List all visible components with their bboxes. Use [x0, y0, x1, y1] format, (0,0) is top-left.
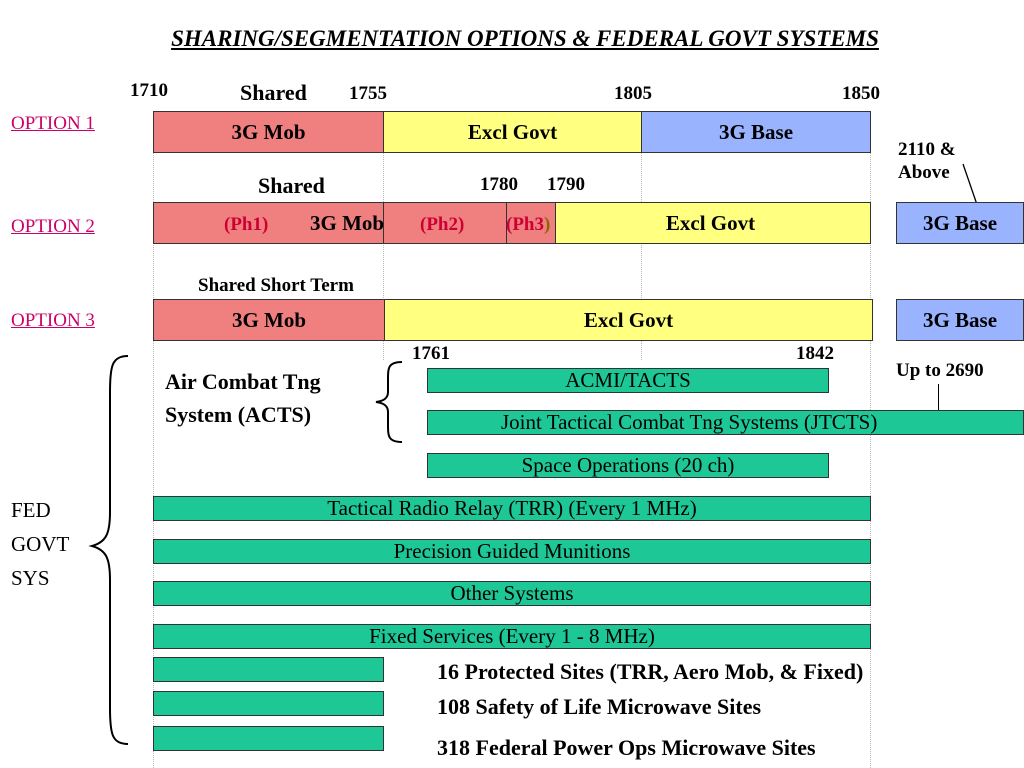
option-2-ph2: (Ph2): [420, 214, 465, 235]
option-2-3g-mob: 3G Mob: [310, 211, 385, 235]
site-label-protected: 16 Protected Sites (TRR, Aero Mob, & Fixed): [437, 659, 864, 684]
option-3-3g-mob: 3G Mob: [153, 299, 385, 341]
option-2-ph3-close: ): [544, 214, 551, 235]
safety-of-life-bar: [153, 691, 384, 716]
option-3-3g-base: 3G Base: [896, 299, 1024, 341]
up-to-2690-label: Up to 2690: [896, 360, 984, 381]
option-2-label: OPTION 2: [11, 216, 95, 237]
freq-1755: 1755: [349, 83, 387, 104]
fixed-services-bar: Fixed Services (Every 1 - 8 MHz): [153, 624, 871, 649]
protected-sites-bar: [153, 657, 384, 682]
option-2-excl-govt-label: Excl Govt: [665, 210, 756, 235]
freq-1761: 1761: [412, 343, 450, 364]
shared-short-term-label: Shared Short Term: [198, 275, 354, 296]
option-2-ph3-text: (Ph3: [506, 214, 544, 235]
fed-govt-brace: [88, 352, 138, 748]
freq-1710: 1710: [130, 80, 168, 101]
option-3-excl-govt: Excl Govt: [384, 299, 873, 341]
acmi-tacts-bar: ACMI/TACTS: [427, 368, 829, 393]
page-title: SHARING/SEGMENTATION OPTIONS & FEDERAL GOVT SYSTEMS: [171, 26, 879, 51]
site-label-safety: 108 Safety of Life Microwave Sites: [437, 694, 762, 719]
option-1-label: OPTION 1: [11, 113, 95, 134]
pgm-bar: Precision Guided Munitions: [153, 539, 871, 564]
option-1-excl-govt: Excl Govt: [383, 111, 642, 153]
option-3-label: OPTION 3: [11, 310, 95, 331]
power-ops-bar: [153, 726, 384, 751]
space-operations-bar: Space Operations (20 ch): [427, 453, 829, 478]
option-1-3g-mob: 3G Mob: [153, 111, 384, 153]
label-2110-above: 2110 & Above: [898, 139, 956, 183]
fed-label-1: FED: [11, 498, 51, 522]
option-2-ph1: (Ph1): [224, 214, 269, 235]
acts-label-line2: System (ACTS): [165, 402, 312, 427]
freq-1842: 1842: [796, 343, 834, 364]
option-2-ph3: [506, 214, 550, 236]
other-systems-bar: Other Systems: [153, 581, 871, 606]
fed-label-3: SYS: [11, 566, 50, 590]
option-2-excl-govt: [555, 202, 871, 244]
option-1-3g-base: 3G Base: [641, 111, 871, 153]
trr-bar: Tactical Radio Relay (TRR) (Every 1 MHz): [153, 496, 871, 521]
freq-1790: 1790: [547, 174, 585, 195]
freq-1780: 1780: [480, 174, 518, 195]
shared-label-2: Shared: [258, 173, 325, 198]
option-2-3g-base: 3G Base: [896, 202, 1024, 244]
freq-1850: 1850: [842, 83, 880, 104]
shared-label-1: Shared: [240, 80, 307, 105]
fed-label-2: GOVT: [11, 532, 70, 556]
jtcts-bar: Joint Tactical Combat Tng Systems (JTCTS): [427, 410, 1024, 435]
acts-label-line1: Air Combat Tng: [165, 369, 321, 394]
freq-1805: 1805: [614, 83, 652, 104]
site-label-power: 318 Federal Power Ops Microwave Sites: [437, 735, 816, 760]
acts-brace: [370, 360, 410, 444]
